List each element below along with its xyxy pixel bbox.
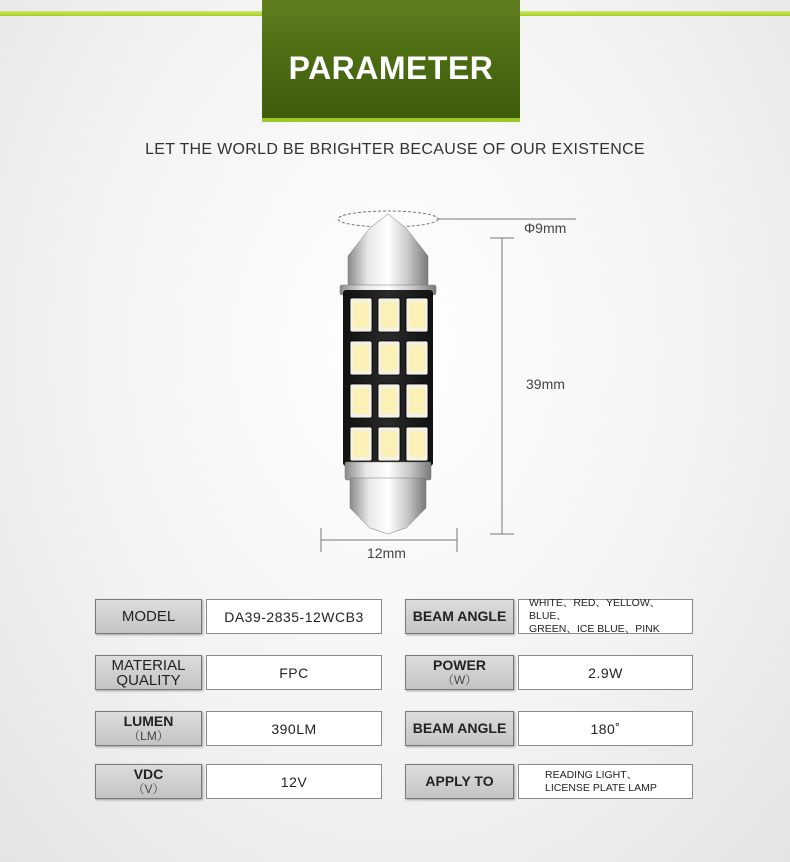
led-phosphor xyxy=(353,345,369,371)
apply-to-line2: LICENSE PLATE LAMP xyxy=(545,781,657,794)
led-phosphor xyxy=(353,431,369,457)
apply-to-line1: READING LIGHT、 xyxy=(545,768,638,781)
beam-color-line1: WHITE、RED、YELLOW、BLUE、 xyxy=(529,597,661,622)
vdc-label-text: VDC xyxy=(133,765,164,782)
led-phosphor xyxy=(409,302,425,328)
apply-to-label xyxy=(405,764,514,799)
tagline: LET THE WORLD BE BRIGHTER BECAUSE OF OUR EXISTENCE xyxy=(145,141,645,158)
beam-color-line2: GREEN、ICE BLUE、PINK xyxy=(529,623,660,635)
length-label: 39mm xyxy=(526,376,565,392)
beam-angle-label xyxy=(405,711,514,746)
material-label-line1: MATERIAL xyxy=(111,656,186,674)
lumen-unit: （LM） xyxy=(128,728,169,743)
top-cap xyxy=(348,214,428,288)
diameter-label: Φ9mm xyxy=(524,220,567,236)
lower-collar xyxy=(345,462,431,480)
led-phosphor xyxy=(381,431,397,457)
led-phosphor xyxy=(353,302,369,328)
page-title: PARAMETER xyxy=(288,50,494,86)
led-phosphor xyxy=(409,431,425,457)
power-unit: （W） xyxy=(441,672,478,687)
vdc-unit: （V） xyxy=(132,781,165,796)
lumen-label-text: LUMEN xyxy=(123,712,174,729)
material-label xyxy=(95,655,202,690)
vdc-label xyxy=(95,764,202,799)
material-label-line2: QUALITY xyxy=(116,671,181,689)
led-phosphor xyxy=(381,302,397,328)
lumen-value: 390LM xyxy=(206,711,382,746)
vdc-value: 12V xyxy=(206,764,382,799)
material-value: FPC xyxy=(206,655,382,690)
beam-color-label xyxy=(405,599,514,634)
beam-color-value xyxy=(518,599,693,634)
width-label: 12mm xyxy=(367,545,406,561)
bottom-cap xyxy=(350,478,426,534)
beam-angle-label-text: BEAM ANGLE xyxy=(412,720,507,736)
power-label-text: POWER xyxy=(433,656,486,673)
beam-color-label-text: BEAM ANGLE xyxy=(412,608,507,624)
led-phosphor xyxy=(409,388,425,414)
led-phosphor xyxy=(381,388,397,414)
led-phosphor xyxy=(381,345,397,371)
apply-to-value xyxy=(518,764,693,799)
model-label-text: MODEL xyxy=(121,608,176,625)
led-phosphor xyxy=(409,345,425,371)
apply-to-label-text: APPLY TO xyxy=(425,773,494,789)
beam-angle-value: 180˚ xyxy=(518,711,693,746)
power-label xyxy=(405,655,514,690)
model-value: DA39-2835-12WCB3 xyxy=(206,599,382,634)
led-phosphor xyxy=(353,388,369,414)
lumen-label xyxy=(95,711,202,746)
power-value: 2.9W xyxy=(518,655,693,690)
model-label xyxy=(95,599,202,634)
